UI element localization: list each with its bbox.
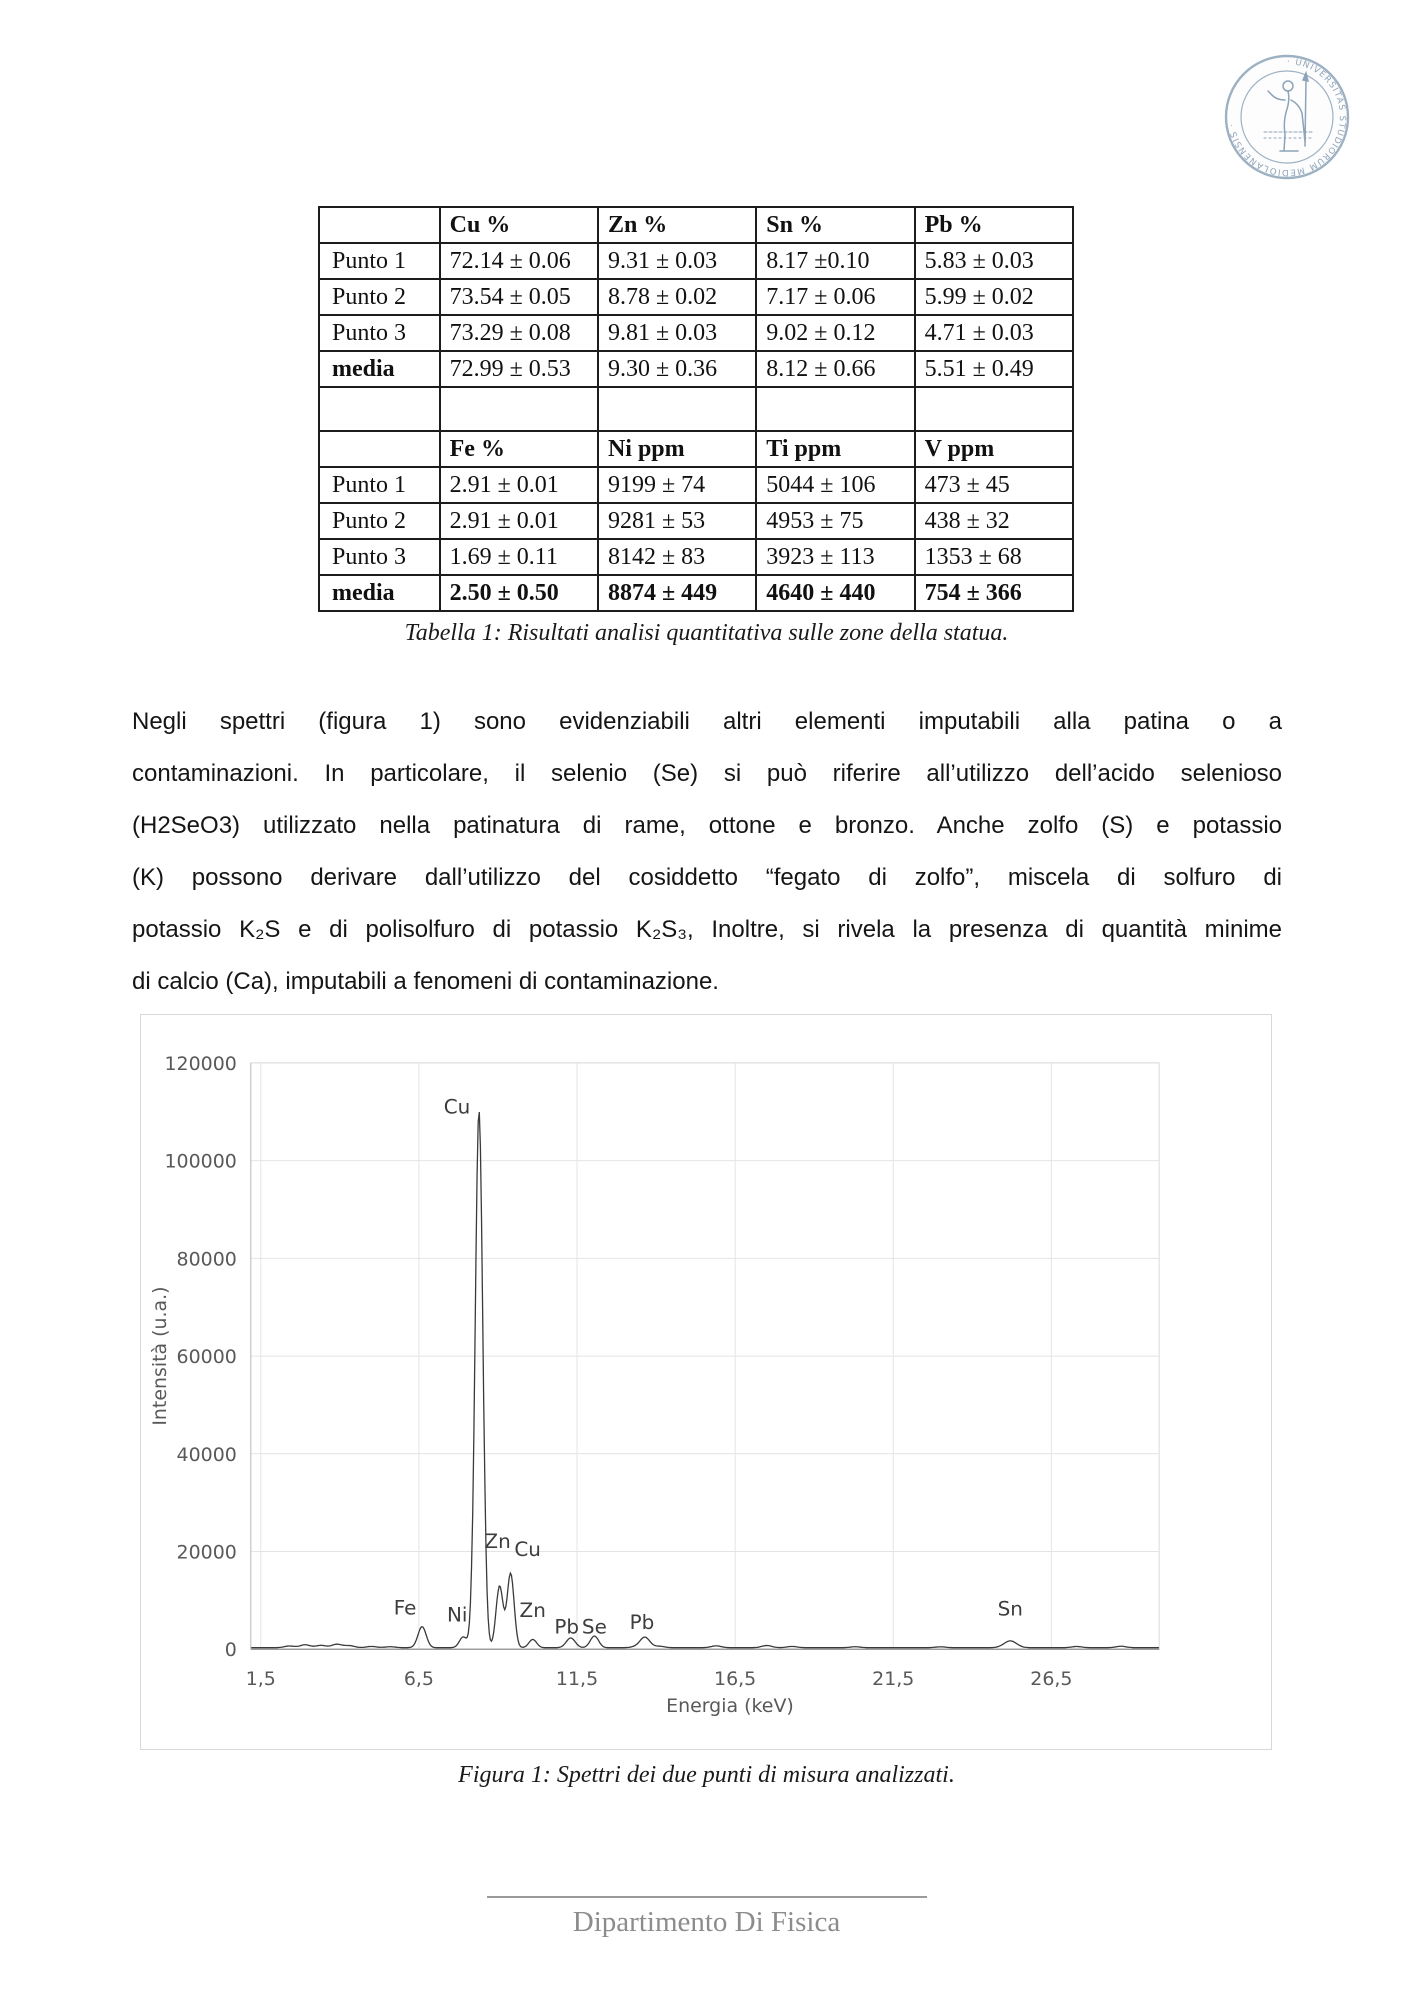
paragraph-line: contaminazioni. In particolare, il selenio (Se) si può riferire all’utilizzo dell’acido selenioso [132, 760, 1282, 787]
table-cell: 5.51 ± 0.49 [915, 351, 1073, 387]
table-cell: 9.81 ± 0.03 [598, 315, 756, 351]
table-row [319, 243, 1073, 279]
y-tick-label: 100000 [164, 1150, 237, 1173]
row-label-cell: media [319, 575, 440, 611]
table-header-cell: Sn % [756, 207, 914, 243]
spectrum-chart-panel [140, 1014, 1272, 1750]
paragraph-line: (K) possono derivare dall’utilizzo del cosiddetto “fegato di zolfo”, miscela di solfuro di [132, 864, 1282, 891]
y-tick-label: 120000 [164, 1052, 237, 1075]
row-label-cell: Punto 1 [319, 467, 440, 503]
table-cell: 3923 ± 113 [756, 539, 914, 575]
paragraph-line: potassio K₂S e di polisolfuro di potassio K₂S₃, Inoltre, si rivela la presenza di quantità minime [132, 916, 1282, 943]
peak-label-cu: Cu [443, 1094, 471, 1119]
y-tick-label: 20000 [176, 1541, 237, 1564]
table-row [319, 503, 1073, 539]
x-tick-label: 16,5 [714, 1668, 757, 1691]
table-cell: 7.17 ± 0.06 [756, 279, 914, 315]
x-tick-label: 26,5 [1030, 1668, 1073, 1691]
table-header-cell: Fe % [440, 431, 598, 467]
paragraph-line: Negli spettri (figura 1) sono evidenziabili altri elementi imputabili alla patina o a [132, 708, 1282, 735]
table-header-cell: V ppm [915, 431, 1073, 467]
row-label-cell: Punto 2 [319, 279, 440, 315]
table-empty-cell [598, 387, 756, 431]
table-cell: 2.50 ± 0.50 [440, 575, 598, 611]
table-cell: 9199 ± 74 [598, 467, 756, 503]
table-header-cell [319, 207, 440, 243]
y-axis-title: Intensità (u.a.) [148, 1286, 171, 1426]
row-label-cell: Punto 3 [319, 315, 440, 351]
table-cell: 1353 ± 68 [915, 539, 1073, 575]
y-tick-label: 80000 [176, 1248, 237, 1271]
table-cell: 2.91 ± 0.01 [440, 503, 598, 539]
row-label-cell: Punto 2 [319, 503, 440, 539]
row-label-cell: Punto 1 [319, 243, 440, 279]
peak-label-pb: Pb [629, 1610, 655, 1635]
table-cell: 438 ± 32 [915, 503, 1073, 539]
table-media-row [319, 351, 1073, 387]
table-header-cell: Ti ppm [756, 431, 914, 467]
results-table [318, 206, 1074, 612]
figure-caption: Figura 1: Spettri dei due punti di misura analizzati. [458, 1762, 955, 1788]
table-cell: 4.71 ± 0.03 [915, 315, 1073, 351]
table-row [319, 279, 1073, 315]
table-cell: 5.99 ± 0.02 [915, 279, 1073, 315]
table-cell: 9.30 ± 0.36 [598, 351, 756, 387]
table-empty-cell [440, 387, 598, 431]
chart-gridlines [251, 1063, 1159, 1649]
spectrum-chart [141, 1015, 1271, 1749]
table-cell: 72.99 ± 0.53 [440, 351, 598, 387]
table-cell: 72.14 ± 0.06 [440, 243, 598, 279]
y-tick-label: 40000 [176, 1443, 237, 1466]
peak-label-zn: Zn [519, 1598, 546, 1623]
table-header-row [319, 431, 1073, 467]
row-label-cell: media [319, 351, 440, 387]
peak-label-fe: Fe [393, 1595, 417, 1620]
table-cell: 8142 ± 83 [598, 539, 756, 575]
paragraph-line: (H2SeO3) utilizzato nella patinatura di rame, ottone e bronzo. Anche zolfo (S) e potassio [132, 812, 1282, 839]
table-cell: 8.17 ±0.10 [756, 243, 914, 279]
seal-ring-text: · UNIVERSITAS STUDIORUM MEDIOLANENSIS · [1227, 56, 1348, 178]
table-spacer-row [319, 387, 1073, 431]
table-cell: 5.83 ± 0.03 [915, 243, 1073, 279]
footer-text: Dipartimento Di Fisica [572, 1906, 841, 1938]
table-cell: 9281 ± 53 [598, 503, 756, 539]
table-row [319, 539, 1073, 575]
table-row [319, 467, 1073, 503]
table-cell: 9.02 ± 0.12 [756, 315, 914, 351]
y-tick-label: 0 [224, 1639, 237, 1662]
seal-outer-ring [1226, 56, 1348, 178]
x-tick-label: 6,5 [403, 1668, 434, 1691]
peak-label-sn: Sn [997, 1596, 1023, 1621]
table-cell: 473 ± 45 [915, 467, 1073, 503]
table-empty-cell [756, 387, 914, 431]
table-header-cell [319, 431, 440, 467]
row-label-cell: Punto 3 [319, 539, 440, 575]
table-header-cell: Cu % [440, 207, 598, 243]
table-cell: 73.54 ± 0.05 [440, 279, 598, 315]
x-tick-label: 11,5 [555, 1668, 599, 1691]
peak-label-se: Se [581, 1614, 607, 1639]
table-cell: 1.69 ± 0.11 [440, 539, 598, 575]
peak-label-ni: Ni [447, 1602, 468, 1627]
table-header-row [319, 207, 1073, 243]
x-axis-title: Energia (keV) [666, 1695, 794, 1718]
x-tick-label: 21,5 [872, 1668, 915, 1691]
table-media-row [319, 575, 1073, 611]
table-cell: 5044 ± 106 [756, 467, 914, 503]
body-paragraph [132, 696, 1282, 1008]
table-cell: 8.12 ± 0.66 [756, 351, 914, 387]
peak-label-zn: Zn [484, 1528, 511, 1553]
table-empty-cell [915, 387, 1073, 431]
table-cell: 2.91 ± 0.01 [440, 467, 598, 503]
table-cell: 4640 ± 440 [756, 575, 914, 611]
x-tick-label: 1,5 [245, 1668, 276, 1691]
university-seal-logo [1222, 52, 1352, 182]
table-caption: Tabella 1: Risultati analisi quantitativa sulle zone della statua. [404, 620, 1009, 646]
table-cell: 4953 ± 75 [756, 503, 914, 539]
paragraph-line: di calcio (Ca), imputabili a fenomeni di contaminazione. [132, 968, 719, 995]
table-cell: 754 ± 366 [915, 575, 1073, 611]
table-cell: 8.78 ± 0.02 [598, 279, 756, 315]
table-cell: 9.31 ± 0.03 [598, 243, 756, 279]
y-tick-label: 60000 [176, 1346, 237, 1369]
peak-label-cu: Cu [514, 1537, 541, 1562]
peak-label-pb: Pb [554, 1614, 580, 1639]
table-row [319, 315, 1073, 351]
spectrum-line [251, 1112, 1159, 1648]
table-header-cell: Zn % [598, 207, 756, 243]
table-empty-cell [319, 387, 440, 431]
table-cell: 73.29 ± 0.08 [440, 315, 598, 351]
table-header-cell: Ni ppm [598, 431, 756, 467]
table-header-cell: Pb % [915, 207, 1073, 243]
page-footer [487, 1896, 927, 1939]
table-cell: 8874 ± 449 [598, 575, 756, 611]
